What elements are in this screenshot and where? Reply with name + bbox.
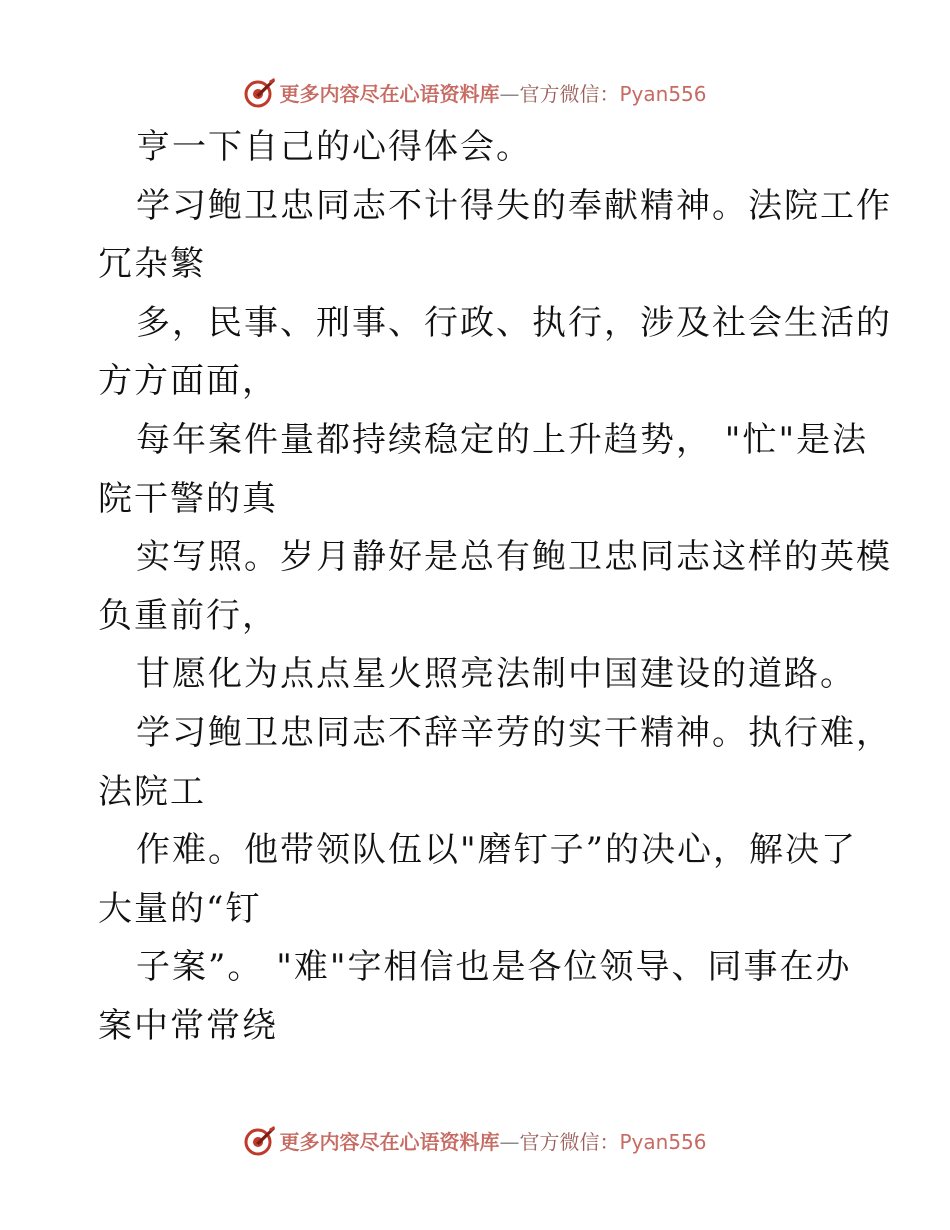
- header-banner-sub: 官方微信：: [519, 81, 620, 106]
- body-line: 方方面面，: [98, 361, 278, 402]
- header-banner-main: 更多内容尽在心语资料库: [279, 81, 500, 106]
- body-line: 法院工: [98, 771, 206, 812]
- footer-banner: [0, 1120, 950, 1160]
- pen-logo-icon: [243, 1123, 277, 1157]
- footer-banner-sub: 官方微信：: [519, 1129, 620, 1154]
- document-body: [98, 118, 892, 1056]
- body-line: 实写照。岁月静好是总有鲍卫忠同志这样的英模: [136, 537, 892, 578]
- body-line: 甘愿化为点点星火照亮法制中国建设的道路。: [136, 654, 856, 695]
- body-line: 亨一下自己的心得体会。: [136, 127, 532, 167]
- header-banner: [0, 72, 950, 112]
- body-line: 冗杂繁: [98, 244, 206, 285]
- body-line: 子案”。 "难"字相信也是各位领导、同事在办: [136, 947, 852, 988]
- header-banner-sep: —: [499, 81, 520, 106]
- body-line: 大量的“钉: [98, 888, 262, 929]
- footer-banner-text: [279, 1126, 706, 1155]
- body-line: 学习鲍卫忠同志不辞辛劳的实干精神。执行难，: [136, 712, 892, 753]
- footer-banner-main: 更多内容尽在心语资料库: [279, 1129, 500, 1154]
- body-line: 案中常常绕: [98, 1005, 278, 1046]
- body-line: 每年案件量都持续稳定的上升趋势， "忙"是法: [136, 419, 869, 460]
- body-line: 负重前行，: [98, 595, 278, 636]
- body-line: 多，民事、刑事、行政、执行，涉及社会生活的: [136, 302, 892, 343]
- footer-banner-id: Pyan556: [619, 1129, 707, 1154]
- header-banner-text: [279, 78, 706, 107]
- footer-banner-sep: —: [499, 1129, 520, 1154]
- body-line: 院干警的真: [98, 478, 278, 519]
- body-line: 作难。他带领队伍以"磨钉子”的决心，解决了: [136, 830, 858, 871]
- header-banner-id: Pyan556: [619, 81, 707, 106]
- pen-logo-icon: [243, 75, 277, 109]
- body-line: 学习鲍卫忠同志不计得失的奉献精神。法院工作: [136, 185, 892, 226]
